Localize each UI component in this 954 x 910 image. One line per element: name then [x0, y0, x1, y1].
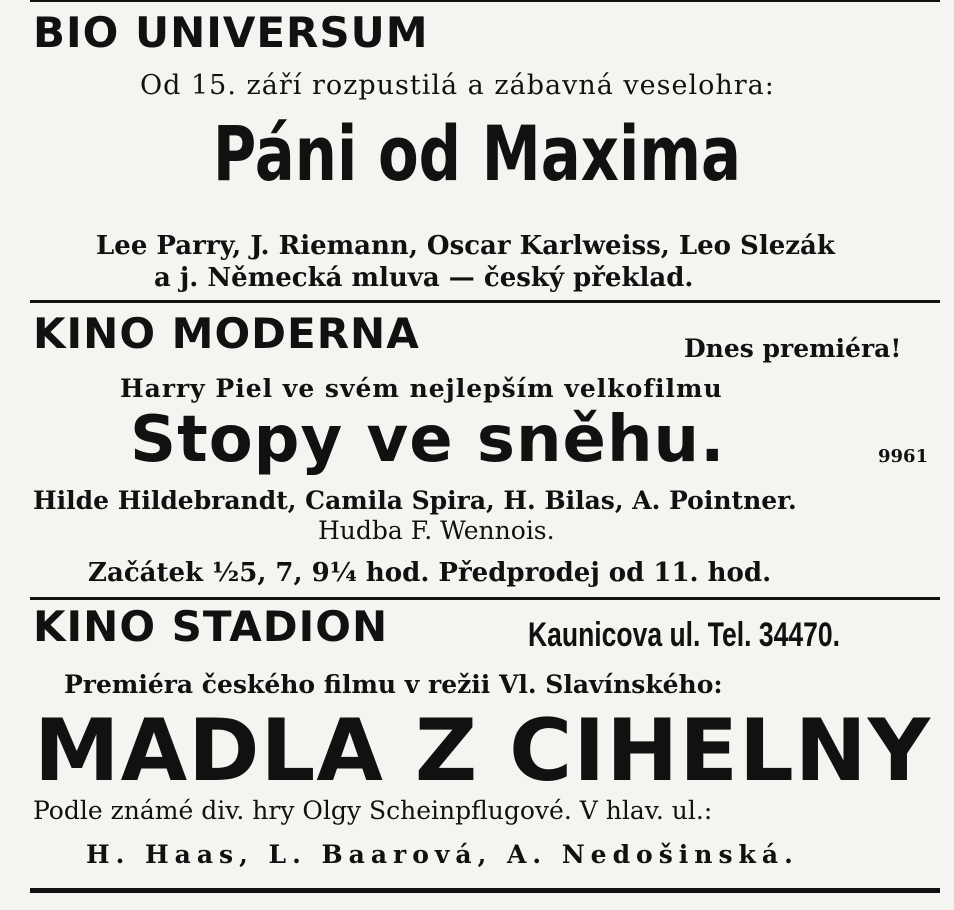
stadion-intro: Premiéra českého filmu v režii Vl. Slavínského: — [64, 670, 723, 699]
moderna-venue-name: KINO MODERNA — [33, 309, 420, 358]
section-rule-1 — [30, 300, 940, 303]
top-rule — [30, 0, 940, 2]
moderna-film-title: Stopy ve sněhu. — [130, 403, 726, 477]
stadion-cast: H. Haas, L. Baarová, A. Nedošinská. — [86, 840, 799, 869]
bio-cast-line-2: a j. Německá mluva — český překlad. — [154, 263, 694, 293]
moderna-show-times: Začátek ½5, 7, 9¼ hod. Předprodej od 11. hod. — [88, 558, 772, 588]
section-rule-2 — [30, 597, 940, 600]
moderna-code: 9961 — [878, 446, 929, 467]
stadion-film-title: MADLA Z CIHELNY — [34, 701, 932, 801]
bio-intro: Od 15. září rozpustilá a zábavná veselohra: — [140, 70, 775, 101]
moderna-cast-line-1: Hilde Hildebrandt, Camila Spira, H. Bilas, A. Pointner. — [33, 486, 797, 515]
bio-venue-name: BIO UNIVERSUM — [33, 8, 429, 57]
stadion-note: Podle známé div. hry Olgy Scheinpflugové. V hlav. ul.: — [33, 796, 713, 825]
bio-cast-line-1: Lee Parry, J. Riemann, Oscar Karlweiss, Leo Slezák — [96, 231, 835, 261]
moderna-premiere-label: Dnes premiéra! — [684, 334, 902, 363]
stadion-address: Kaunicova ul. Tel. 34470. — [528, 616, 840, 654]
stadion-venue-name: KINO STADION — [33, 602, 389, 651]
moderna-cast-line-2: Hudba F. Wennois. — [318, 516, 555, 545]
moderna-intro: Harry Piel ve svém nejlepším velkofilmu — [120, 374, 723, 403]
bio-film-title: Páni od Maxima — [212, 109, 742, 198]
bottom-rule — [30, 888, 940, 893]
